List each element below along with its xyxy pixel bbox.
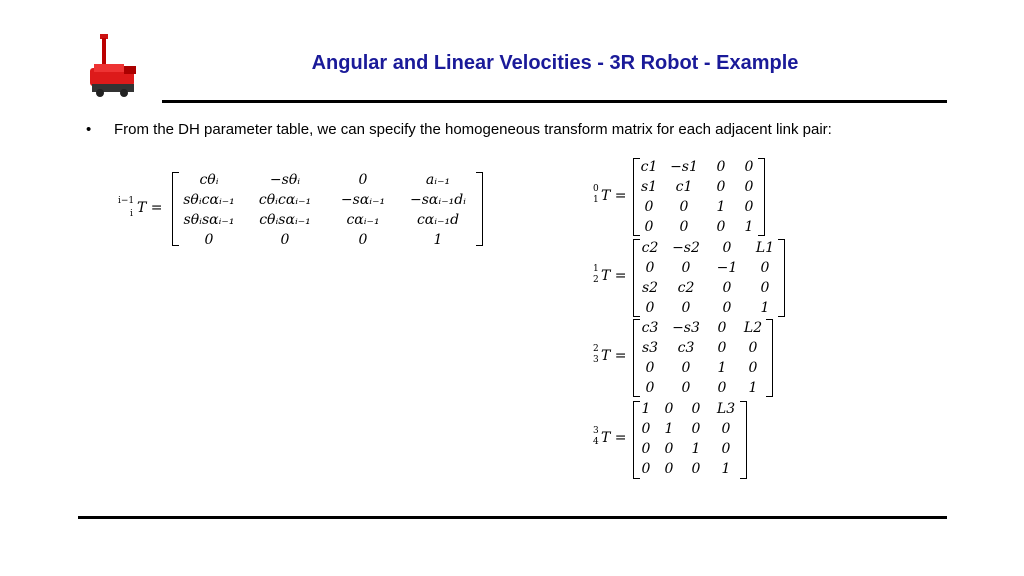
m34-cell: 0 (664, 461, 674, 477)
m23-label-symbol: T = (601, 348, 627, 364)
m01-cell: 0 (716, 179, 726, 195)
m34-cell: 1 (691, 441, 701, 457)
general-cell: 1 (433, 232, 443, 248)
general-cell: cαᵢ₋₁d (416, 212, 460, 228)
m34-cell: 0 (691, 461, 701, 477)
general-bracket-right (476, 172, 483, 246)
m12-cell: 0 (645, 300, 655, 316)
m23-cell: 0 (748, 340, 758, 356)
m34-cell: 0 (641, 441, 651, 457)
general-cell: 0 (204, 232, 214, 248)
m12-cell: 0 (681, 260, 691, 276)
m34-cell: 1 (664, 421, 674, 437)
general-cell: −sαᵢ₋₁ (340, 192, 386, 208)
m12-cell: 0 (722, 280, 732, 296)
m34-cell: 0 (721, 421, 731, 437)
m12-cell: c2 (677, 280, 695, 296)
m34-label-sup: 3 (593, 426, 599, 436)
general-cell: 0 (280, 232, 290, 248)
general-cell: sθᵢsαᵢ₋₁ (183, 212, 235, 228)
m01-cell: 0 (716, 159, 726, 175)
m12-cell: −1 (716, 260, 738, 276)
general-cell: aᵢ₋₁ (425, 172, 451, 188)
general-cell: 0 (358, 172, 368, 188)
header-divider (162, 100, 947, 103)
m01-cell: 0 (716, 219, 726, 235)
m23-cell: L2 (743, 320, 763, 336)
m01-bracket-right (758, 158, 765, 236)
m34-bracket-right (740, 401, 747, 479)
m34-cell: 1 (721, 461, 731, 477)
m12-cell: L1 (755, 240, 775, 256)
m01-cell: 0 (744, 159, 754, 175)
m34-label-symbol: T = (601, 430, 627, 446)
m01-cell: 0 (744, 199, 754, 215)
m12-bracket-right (778, 239, 785, 317)
m01-cell: 1 (744, 219, 754, 235)
general-matrix (176, 170, 478, 250)
m23-cell: 0 (717, 320, 727, 336)
m23-cell: 0 (681, 360, 691, 376)
m12-cell: 0 (722, 300, 732, 316)
general-cell: cθᵢsαᵢ₋₁ (259, 212, 311, 228)
m12-label-sub: 2 (593, 275, 599, 285)
m23-label-sub: 3 (593, 355, 599, 365)
m23-cell: 1 (717, 360, 727, 376)
m01-cell: 1 (716, 199, 726, 215)
m12-cell: 0 (760, 260, 770, 276)
m12-cell: 0 (722, 240, 732, 256)
m23-cell: 0 (748, 360, 758, 376)
m12-cell: c2 (641, 240, 659, 256)
m12-label-sup: 1 (593, 264, 599, 274)
general-cell: sθᵢcαᵢ₋₁ (183, 192, 235, 208)
m01-cell: 0 (644, 199, 654, 215)
m23-cell: 0 (645, 360, 655, 376)
m34-label-sub: 4 (593, 437, 599, 447)
m12-cell: s2 (641, 280, 659, 296)
m01-cell: −s1 (670, 159, 698, 175)
general-cell: −sαᵢ₋₁dᵢ (410, 192, 466, 208)
m34-cell: 0 (721, 441, 731, 457)
m12-matrix (636, 238, 784, 318)
general-label-sup: i−1 (118, 196, 135, 206)
general-label-symbol: T = (137, 200, 163, 216)
m23-cell: 1 (748, 380, 758, 396)
m01-label-sup: 0 (593, 184, 599, 194)
m23-cell: 0 (645, 380, 655, 396)
m34-cell: L3 (716, 401, 736, 417)
m23-cell: 0 (681, 380, 691, 396)
m23-cell: c3 (677, 340, 695, 356)
bullet-item (86, 121, 832, 138)
m01-cell: 0 (744, 179, 754, 195)
general-cell: 0 (358, 232, 368, 248)
m34-cell: 0 (691, 401, 701, 417)
m12-cell: 1 (760, 300, 770, 316)
general-cell: −sθᵢ (269, 172, 301, 188)
bullet-text: From the DH parameter table, we can specify the homogeneous transform matrix for each adjacent link pair: (114, 121, 832, 138)
m23-cell: c3 (641, 320, 659, 336)
m34-cell: 0 (641, 461, 651, 477)
page-title: Angular and Linear Velocities - 3R Robot - Example (311, 52, 799, 74)
m12-cell: 0 (645, 260, 655, 276)
m34-cell: 0 (691, 421, 701, 437)
general-label-sub: i (130, 209, 133, 219)
m01-cell: 0 (679, 199, 689, 215)
bullet-marker: • (86, 121, 92, 138)
m01-cell: c1 (640, 159, 658, 175)
m23-cell: s3 (641, 340, 659, 356)
m01-label-sub: 1 (593, 195, 599, 205)
m23-bracket-right (766, 319, 773, 397)
m01-matrix (636, 157, 762, 237)
m01-cell: 0 (679, 219, 689, 235)
m34-cell: 0 (641, 421, 651, 437)
m34-cell: 1 (641, 401, 651, 417)
general-cell: cαᵢ₋₁ (346, 212, 380, 228)
m23-cell: 0 (717, 340, 727, 356)
m01-label-symbol: T = (601, 188, 627, 204)
robot-logo-icon (80, 28, 158, 104)
m23-matrix (636, 318, 770, 398)
m34-matrix (636, 399, 742, 479)
m12-cell: −s2 (672, 240, 700, 256)
general-cell: cθᵢ (199, 172, 219, 188)
m23-label-sup: 2 (593, 344, 599, 354)
m34-cell: 0 (664, 441, 674, 457)
m34-cell: 0 (664, 401, 674, 417)
footer-divider (78, 516, 947, 519)
general-cell: cθᵢcαᵢ₋₁ (258, 192, 312, 208)
m12-cell: 0 (760, 280, 770, 296)
m23-cell: −s3 (672, 320, 700, 336)
m12-label-symbol: T = (601, 268, 627, 284)
m01-cell: 0 (644, 219, 654, 235)
m01-cell: s1 (640, 179, 658, 195)
m01-cell: c1 (675, 179, 693, 195)
m12-cell: 0 (681, 300, 691, 316)
m23-cell: 0 (717, 380, 727, 396)
